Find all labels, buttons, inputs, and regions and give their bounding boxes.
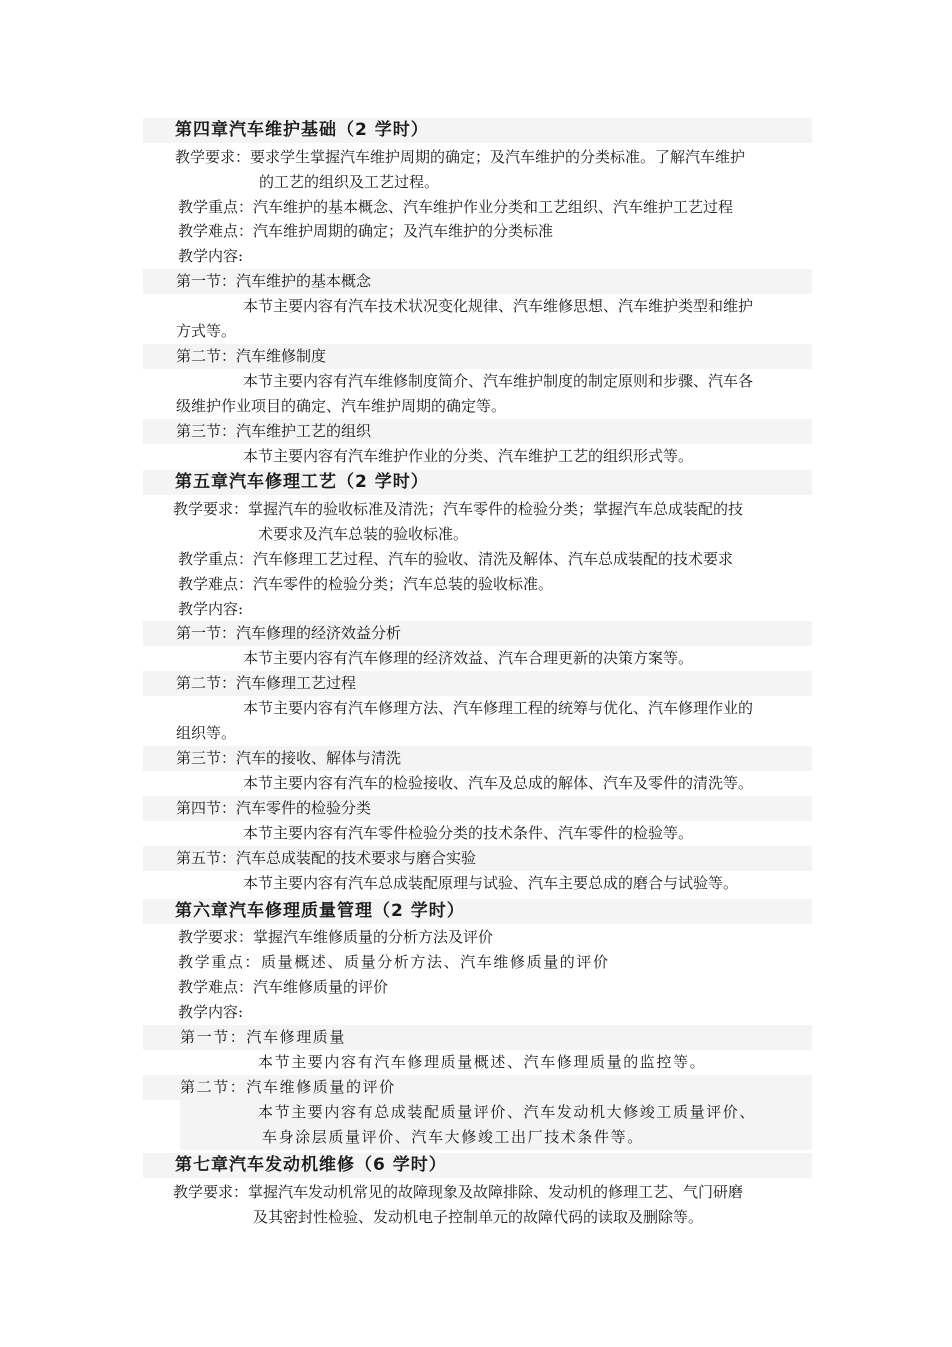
chapter-4-section-2-text-1: 本节主要内容有汽车维修制度简介、汽车维护制度的制定原则和步骤、汽车各 [243,372,754,390]
chapter-4-section-2-title: 第二节：汽车维修制度 [143,344,812,369]
chapter-4-title: 第四章汽车维护基础（2 学时） [143,118,812,143]
chapter-5-key-points: 教学重点：汽车修理工艺过程、汽车的验收、清洗及解体、汽车总成装配的技术要求 [178,550,734,568]
chapter-6-section-1-text-1: 本节主要内容有汽车修理质量概述、汽车修理质量的监控等。 [258,1053,707,1071]
chapter-4-section-2-text-2: 级维护作业项目的确定、汽车维护周期的确定等。 [176,397,507,415]
chapter-6-difficulties: 教学难点：汽车维修质量的评价 [178,978,389,996]
chapter-4-section-1-title: 第一节：汽车维护的基本概念 [143,269,812,294]
chapter-6-section-2-text-2: 车身涂层质量评价、汽车大修竣工出厂技术条件等。 [180,1125,812,1150]
chapter-4-section-3-title: 第三节：汽车维护工艺的组织 [143,419,812,444]
chapter-6-title: 第六章汽车修理质量管理（2 学时） [143,899,812,924]
chapter-6-requirement-line-1: 教学要求：掌握汽车维修质量的分析方法及评价 [178,928,494,946]
chapter-6-content-label: 教学内容: [178,1003,244,1021]
chapter-5-section-3-text-1: 本节主要内容有汽车的检验接收、汽车及总成的解体、汽车及零件的清洗等。 [243,774,754,792]
chapter-6-section-2-title: 第二节：汽车维修质量的评价 [143,1075,812,1100]
chapter-5-section-1-text-1: 本节主要内容有汽车修理的经济效益、汽车合理更新的决策方案等。 [243,649,694,667]
chapter-7-title: 第七章汽车发动机维修（6 学时） [143,1153,812,1178]
chapter-5-section-2-text-2: 组织等。 [176,724,237,742]
chapter-4-difficulties: 教学难点：汽车维护周期的确定；及汽车维护的分类标准 [178,222,554,240]
chapter-7-requirement-line-2: 及其密封性检验、发动机电子控制单元的故障代码的读取及删除等。 [253,1208,704,1226]
chapter-4-requirement-line-2: 的工艺的组织及工艺过程。 [259,173,440,191]
chapter-5-section-1-title: 第一节：汽车修理的经济效益分析 [143,621,812,646]
chapter-5-section-5-text-1: 本节主要内容有汽车总成装配原理与试验、汽车主要总成的磨合与试验等。 [243,874,739,892]
chapter-5-difficulties: 教学难点：汽车零件的检验分类；汽车总装的验收标准。 [178,575,554,593]
chapter-5-section-4-text-1: 本节主要内容有汽车零件检验分类的技术条件、汽车零件的检验等。 [243,824,694,842]
chapter-5-section-3-title: 第三节：汽车的接收、解体与清洗 [143,746,812,771]
chapter-5-section-5-title: 第五节：汽车总成装配的技术要求与磨合实验 [143,846,812,871]
chapter-5-content-label: 教学内容: [178,600,244,618]
chapter-5-section-4-title: 第四节：汽车零件的检验分类 [143,796,812,821]
chapter-4-section-3-text-1: 本节主要内容有汽车维护作业的分类、汽车维护工艺的组织形式等。 [243,447,694,465]
chapter-5-section-2-text-1: 本节主要内容有汽车修理方法、汽车修理工程的统筹与优化、汽车修理作业的 [243,699,754,717]
chapter-6-section-1-title: 第一节：汽车修理质量 [143,1025,812,1050]
chapter-4-content-label: 教学内容: [178,247,244,265]
chapter-4-section-1-text-1: 本节主要内容有汽车技术状况变化规律、汽车维修思想、汽车维护类型和维护 [243,297,754,315]
chapter-7-requirement-line-1: 教学要求：掌握汽车发动机常见的故障现象及故障排除、发动机的修理工艺、气门研磨 [173,1183,744,1201]
chapter-4-section-1-text-2: 方式等。 [176,322,237,340]
chapter-6-key-points: 教学重点：质量概述、质量分析方法、汽车维修质量的评价 [178,953,610,971]
chapter-4-key-points: 教学重点：汽车维护的基本概念、汽车维护作业分类和工艺组织、汽车维护工艺过程 [178,198,734,216]
chapter-4-requirement-line-1: 教学要求：要求学生掌握汽车维护周期的确定；及汽车维护的分类标准。了解汽车维护 [175,148,746,166]
chapter-5-section-2-title: 第二节：汽车修理工艺过程 [143,671,812,696]
chapter-6-section-2-text-1: 本节主要内容有总成装配质量评价、汽车发动机大修竣工质量评价、 [180,1100,812,1125]
chapter-5-requirement-line-1: 教学要求：掌握汽车的验收标准及清洗；汽车零件的检验分类；掌握汽车总成装配的技 [173,500,744,518]
chapter-5-requirement-line-2: 术要求及汽车总装的验收标准。 [258,525,469,543]
chapter-5-title: 第五章汽车修理工艺（2 学时） [143,470,812,495]
